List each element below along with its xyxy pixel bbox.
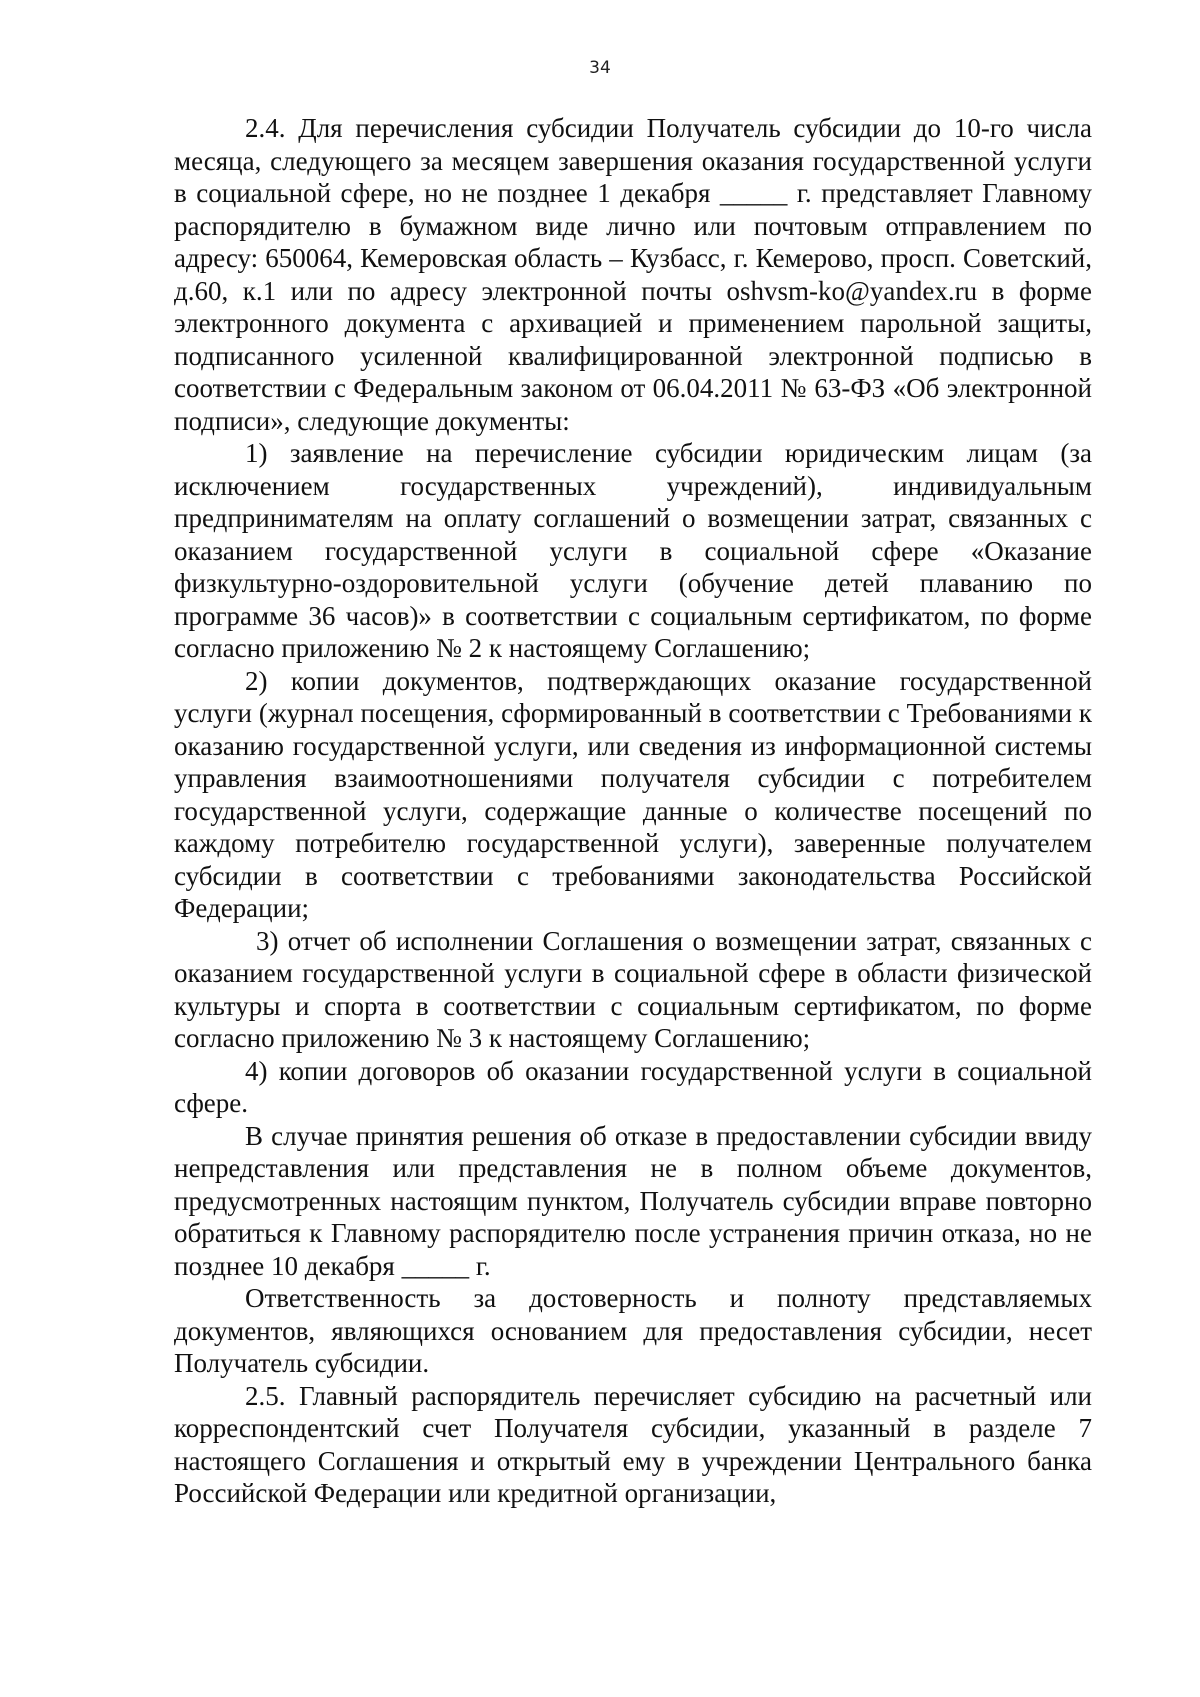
paragraph-responsibility: Ответственность за достоверность и полноту представляемых документов, являющихся основанием для предоставления субсидии, несет Получатель субсидии. [174,1283,1092,1378]
list-item-3: 3) отчет об исполнении Соглашения о возмещении затрат, связанных с оказанием государственной услуги в социальной сфере в области физической культуры и спорта в соответствии с социальным сертификатом, по форме согласно приложению № 3 к настоящему Соглашению; [174,925,1092,1053]
page-number: 34 [589,58,611,78]
list-item-4: 4) копии договоров об оказании государственной услуги в социальной сфере. [174,1055,1092,1118]
list-item-2: 2) копии документов, подтверждающих оказание государственной услуги (журнал посещения, сформированный в соответствии с Требованиями к оказанию государственной услуги, или сведения из информационной системы управления взаимоотношениями получателя субсидии с потребителем государственной услуги, содержащие данные о количестве посещений по каждому потребителю государственной услуги), заверенные получателем субсидии в соответствии с требованиями законодательства Российской Федерации; [174,665,1092,923]
paragraph-2-5: 2.5. Главный распорядитель перечисляет субсидию на расчетный или корреспондентский счет Получателя субсидии, указанный в разделе 7 настоящего Соглашения и открытый ему в учреждении Центрального банка Российской Федерации или кредитной организации, [174,1380,1092,1508]
paragraph-refusal: В случае принятия решения об отказе в предоставлении субсидии ввиду непредставления или представления не в полном объеме документов, предусмотренных настоящим пунктом, Получатель субсидии вправе повторно обратиться к Главному распорядителю после устранения причин отказа, но не позднее 10 декабря _____ г. [174,1120,1092,1281]
paragraph-2-4: 2.4. Для перечисления субсидии Получатель субсидии до 10-го числа месяца, следующего за месяцем завершения оказания государственной услуги в социальной сфере, но не позднее 1 декабря _____ г. представляет Главному распорядителю в бумажном виде лично или почтовым отправлением по адресу: 650064, Кемеровская область – Кузбасс, г. Кемерово, просп. Советский, д.60, к.1 или по адресу электронной почты oshvsm-ko@yandex.ru в форме электронного документа с архивацией и применением парольной защиты, подписанного усиленной квалифицированной электронной подписью в соответствии с Федеральным законом от 06.04.2011 № 63-ФЗ «Об электронной подписи», следующие документы: [174,113,1092,436]
list-item-1: 1) заявление на перечисление субсидии юридическим лицам (за исключением государственных учреждений), индивидуальным предпринимателям на оплату соглашений о возмещении затрат, связанных с оказанием государственной услуги в социальной сфере «Оказание физкультурно-оздоровительной услуги (обучение детей плаванию по программе 36 часов)» в соответствии с социальным сертификатом, по форме согласно приложению № 2 к настоящему Соглашению; [174,438,1092,663]
document-body [174,112,1092,1510]
